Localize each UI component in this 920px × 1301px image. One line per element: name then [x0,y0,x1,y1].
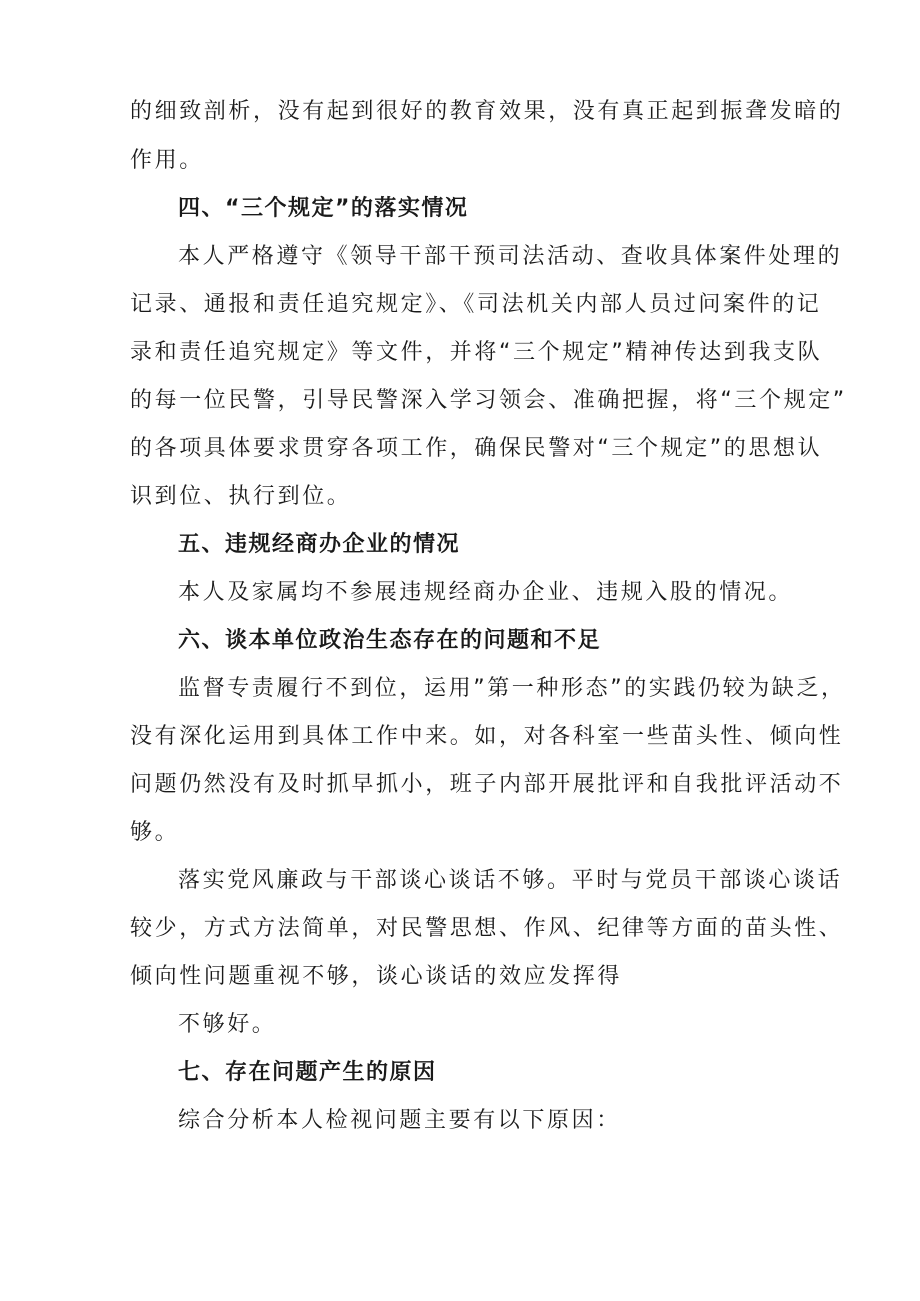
section-heading-5: 五、违规经商办企业的情况 [178,532,461,557]
paragraph-line: 的细致剖析，没有起到很好的教育效果，没有真正起到振聋发暗的 [130,99,844,124]
paragraph-line: 本人严格遵守《领导干部干预司法活动、查收具体案件处理的 [178,244,843,269]
paragraph-line: 录和责任追究规定》等文件，并将“三个规定”精神传达到我支队 [130,340,823,365]
paragraph-line: 较少，方式方法简单，对民警思想、作风、纪律等方面的苗头性、 [130,916,844,941]
paragraph-line: 问题仍然没有及时抓早抓小，班子内部开展批评和自我批评活动不 [130,772,844,797]
paragraph-line: 作用。 [130,148,204,173]
paragraph-line: 监督专责履行不到位，运用”第一种形态”的实践仍较为缺乏， [178,676,846,701]
paragraph-line: 识到位、执行到位。 [130,484,352,509]
paragraph-line: 够。 [130,820,180,845]
paragraph-line: 本人及家属均不参展违规经商办企业、违规入股的情况。 [178,580,794,605]
paragraph-line: 的每一位民警，引导民警深入学习领会、准确把握，将“三个规定” [130,388,847,413]
section-heading-6: 六、谈本单位政治生态存在的问题和不足 [178,628,602,653]
section-heading-4: 四、“三个规定”的落实情况 [178,196,469,221]
paragraph-line: 综合分析本人检视问题主要有以下原因： [178,1108,621,1133]
section-heading-7: 七、存在问题产生的原因 [178,1060,437,1085]
paragraph-line: 没有深化运用到具体工作中来。如，对各科室一些苗头性、倾向性 [130,724,844,749]
paragraph-line: 记录、通报和责任追究规定》、《司法机关内部人员过问案件的记 [130,292,822,317]
paragraph-line: 的各项具体要求贯穿各项工作，确保民警对“三个规定”的思想认 [130,436,823,461]
paragraph-line: 不够好。 [178,1012,277,1037]
paragraph-line: 落实党风廉政与干部谈心谈话不够。平时与党员干部谈心谈话 [178,868,843,893]
paragraph-line: 倾向性问题重视不够，谈心谈话的效应发挥得 [130,964,623,989]
